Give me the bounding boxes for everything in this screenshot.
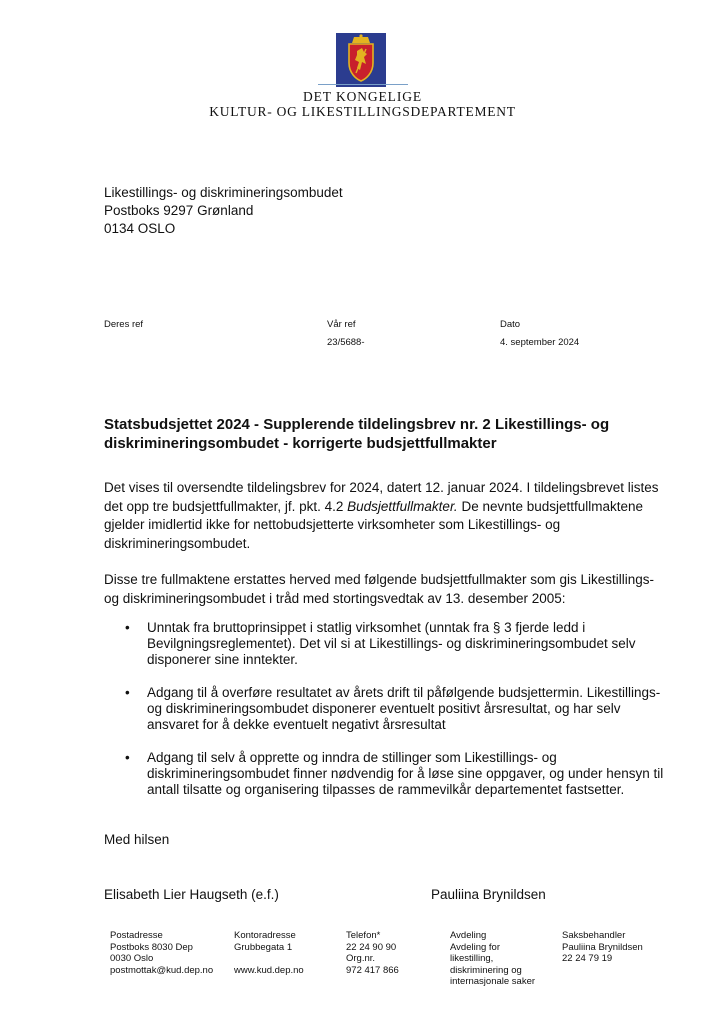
footer-case-officer	[562, 930, 643, 965]
footer-email: postmottak@kud.dep.no	[110, 964, 214, 976]
paragraph-1-text-end: De nevnte budsjettfullmaktene gjelder imidlertid ikke for nettobudsjetterte virksomheter som Likestillings- og diskrimineringsombudet.	[104, 498, 644, 551]
recipient-city: 0134 OSLO	[104, 221, 176, 236]
bullet-icon: •	[125, 620, 130, 635]
deres-ref-label: Deres ref	[104, 319, 144, 330]
list-item	[104, 750, 664, 798]
var-ref-label: Vår ref	[327, 319, 356, 330]
footer-line: Pauliina Brynildsen	[562, 941, 643, 953]
footer-line: 22 24 90 90	[346, 941, 397, 953]
footer-line: Org.nr.	[346, 953, 376, 965]
footer-heading: Saksbehandler	[562, 930, 626, 941]
list-item	[104, 620, 664, 668]
recipient-street: Postboks 9297 Grønland	[104, 203, 254, 218]
bullet-icon: •	[125, 750, 130, 765]
footer-line: likestilling,	[450, 953, 494, 965]
footer-heading: Avdeling	[450, 930, 487, 941]
signatory-1: Elisabeth Lier Haugseth (e.f.)	[104, 887, 279, 902]
footer-line: internasjonale saker	[450, 976, 536, 988]
footer-line: Postboks 8030 Dep	[110, 941, 193, 953]
recipient-address	[104, 184, 343, 238]
footer-line: diskriminering og	[450, 964, 522, 976]
closing-greeting: Med hilsen	[104, 832, 170, 847]
bullet-icon: •	[125, 685, 130, 700]
paragraph-2: Disse tre fullmaktene erstattes herved med følgende budsjettfullmakter som gis Likestillings- og diskrimineringsombudet i tråd med stortingsvedtak av 13. desember 2005:	[104, 572, 654, 606]
footer-heading: Telefon*	[346, 930, 381, 941]
department-name-line2: KULTUR- OG LIKESTILLINGSDEPARTEMENT	[209, 104, 516, 119]
footer-line	[234, 953, 304, 965]
footer-line: Avdeling for	[450, 941, 500, 953]
norwegian-coat-of-arms-logo	[336, 33, 386, 87]
list-item	[104, 685, 664, 733]
footer-line: 22 24 79 19	[562, 953, 613, 965]
footer-office-address	[234, 930, 304, 976]
paragraph-1	[104, 479, 664, 553]
dato-value: 4. september 2024	[500, 337, 580, 348]
footer-line: Grubbegata 1	[234, 941, 293, 953]
footer-phone	[346, 930, 399, 976]
list-item-text: Unntak fra bruttoprinsippet i statlig virksomhet (unntak fra § 3 fjerde ledd i Bevilgningsreglementet). Det vil si at Likestillings- og diskrimineringsombudet selv disponerer sine inntekter.	[147, 620, 636, 667]
paragraph-1-italic: Budsjettfullmakter.	[347, 498, 458, 514]
footer-website: www.kud.dep.no	[234, 964, 304, 976]
recipient-name: Likestillings- og diskrimineringsombudet	[104, 185, 343, 200]
footer-postal-address	[110, 930, 213, 976]
footer-heading: Postadresse	[110, 930, 163, 941]
department-name-line1: DET KONGELIGE	[302, 89, 423, 104]
authorization-list	[104, 620, 664, 815]
letter-title: Statsbudsjettet 2024 - Supplerende tildelingsbrev nr. 2 Likestillings- og diskrimineringsombudet - korrigerte budsjettfullmakter	[104, 416, 610, 452]
dato-label: Dato	[500, 319, 521, 330]
signatory-2: Pauliina Brynildsen	[431, 887, 546, 902]
var-ref-value: 23/5688-	[327, 337, 365, 348]
list-item-text: Adgang til å overføre resultatet av årets drift til påfølgende budsjettermin. Likestillings- og diskrimineringsombudet disponerer eventuelt positivt årsresultat, og har selv ansvaret for å dekke eventuelt negativt årsresultat	[147, 685, 661, 732]
paragraph-1-text: Det vises til oversendte tildelingsbrev for 2024, datert 12. januar 2024. I tildelingsbrevet listes det opp tre budsjettfullmakter, jf. pkt. 4.2	[104, 480, 659, 514]
footer-department	[450, 930, 535, 988]
footer-line: 0030 Oslo	[110, 953, 154, 965]
list-item-text: Adgang til selv å opprette og inndra de stillinger som Likestillings- og diskrimineringsombudet finner nødvendig for å løse sine oppgaver, og under hensyn til antall tilsatte og organisering tilpasses de rammevilkår departementet fastsetter.	[147, 750, 664, 797]
footer-line: 972 417 866	[346, 964, 399, 976]
header-rule	[318, 84, 408, 85]
footer-heading: Kontoradresse	[234, 930, 296, 941]
